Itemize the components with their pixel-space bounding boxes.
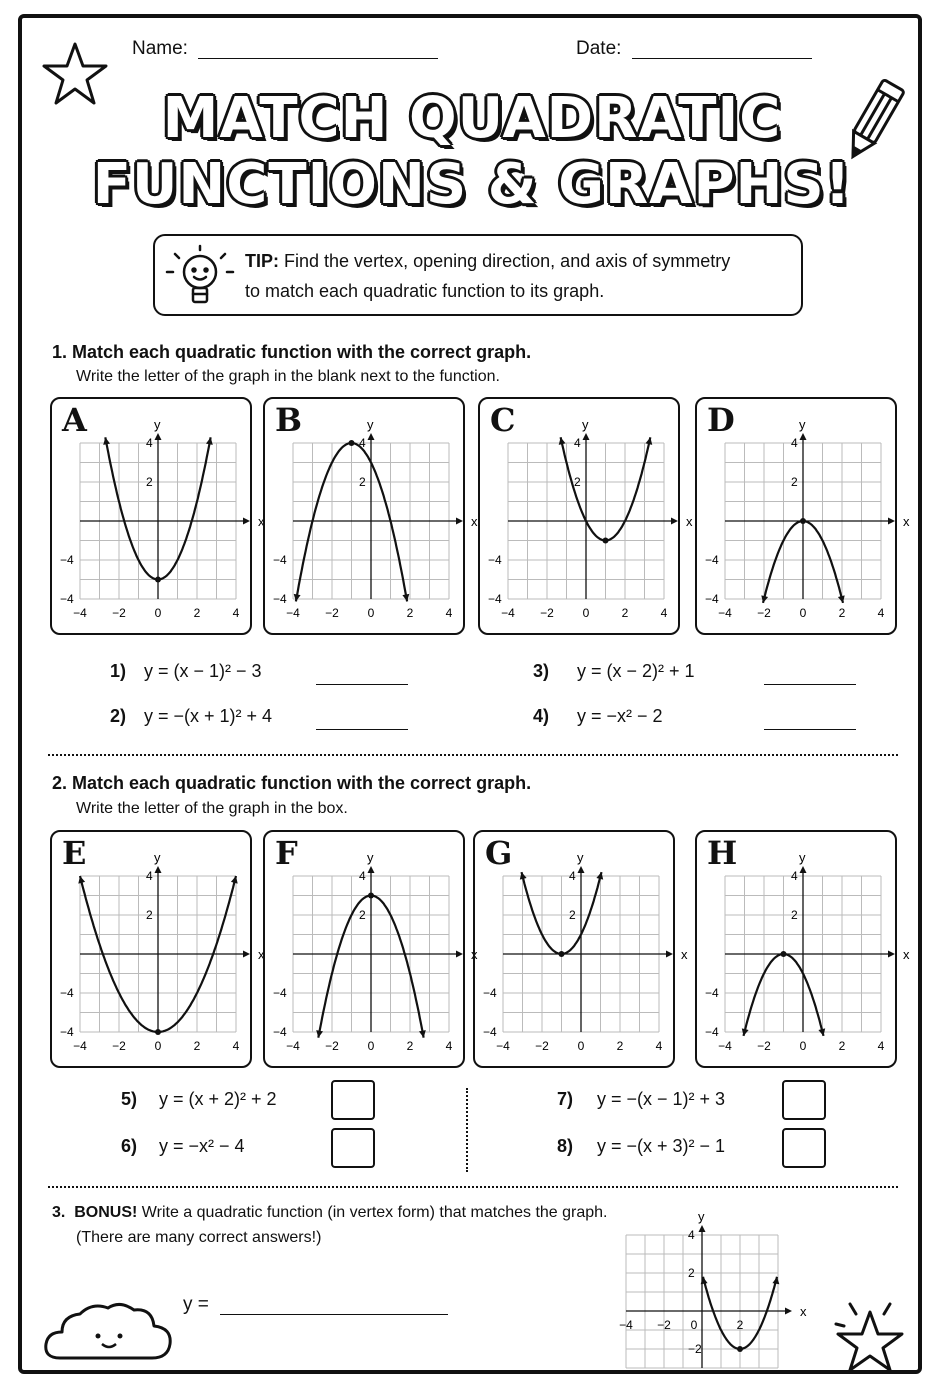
x-tick-label: −2 — [757, 606, 771, 620]
bonus-subtext: (There are many correct answers!) — [76, 1229, 322, 1246]
x-tick-label: 4 — [232, 606, 240, 620]
y-tick-label: −4 — [705, 986, 719, 1000]
x-tick-label: 2 — [406, 606, 414, 620]
y-axis-label: y — [154, 850, 161, 865]
x-axis-label: x — [800, 1304, 807, 1319]
vertex-point — [155, 1029, 161, 1035]
y-axis-arrow — [800, 866, 807, 873]
date-label: Date: — [576, 38, 622, 59]
answer-blank-3[interactable] — [764, 684, 856, 685]
column-divider — [466, 1088, 468, 1172]
x-tick-label: 2 — [616, 1039, 624, 1053]
x-tick-label: 2 — [621, 606, 629, 620]
y-tick-label: 2 — [791, 908, 798, 922]
graph-letter: G — [485, 834, 513, 872]
graph-h — [695, 830, 910, 1068]
x-axis-label: x — [471, 947, 478, 962]
x-tick-label: 0 — [154, 606, 162, 620]
x-tick-label: 2 — [736, 1318, 744, 1332]
y-tick-label: 2 — [359, 908, 366, 922]
graph-letter: C — [490, 401, 516, 439]
x-tick-label: −4 — [718, 606, 732, 620]
answer-blank-2[interactable] — [316, 729, 408, 730]
date-field[interactable] — [632, 58, 812, 59]
x-axis-arrow — [243, 951, 250, 958]
tip-line-1: Find the vertex, opening direction, and axis of symmetry — [284, 251, 731, 271]
y-tick-label: 2 — [146, 908, 153, 922]
y-tick-label: −4 — [60, 553, 74, 567]
x-tick-label: −2 — [535, 1039, 549, 1053]
tip-line-2: to match each quadratic function to its graph. — [245, 281, 605, 301]
vertex-point — [737, 1346, 743, 1352]
star-icon-bottom — [828, 1296, 912, 1376]
graph-letter: B — [275, 401, 303, 439]
y-tick-label: −4 — [705, 1025, 719, 1039]
y-tick-label: 2 — [574, 475, 581, 489]
graph-letter: D — [707, 401, 735, 439]
x-axis-arrow — [888, 951, 895, 958]
y-axis-label: y — [367, 417, 374, 432]
y-tick-label: 4 — [569, 869, 576, 883]
x-tick-label: −2 — [112, 606, 126, 620]
answer-label: y = — [183, 1294, 209, 1315]
y-axis-label: y — [582, 417, 589, 432]
x-axis-label: x — [686, 514, 693, 529]
cloud-icon — [40, 1298, 180, 1370]
vertex-point — [559, 951, 565, 957]
y-tick-label: 2 — [791, 475, 798, 489]
section-1-title: 1. Match each quadratic function with the correct graph. — [52, 342, 532, 362]
page-border — [18, 14, 922, 1374]
y-axis-label: y — [799, 850, 806, 865]
y-tick-label: −4 — [273, 592, 287, 606]
x-tick-label: 4 — [445, 1039, 453, 1053]
bonus-answer-field[interactable] — [220, 1314, 448, 1315]
answer-blank-1[interactable] — [316, 684, 408, 685]
y-axis-arrow — [583, 433, 590, 440]
x-tick-label: 4 — [445, 606, 453, 620]
y-tick-label: −4 — [488, 592, 502, 606]
x-tick-label: 0 — [367, 1039, 375, 1053]
y-axis-label: y — [154, 417, 161, 432]
y-tick-label: 4 — [146, 869, 153, 883]
x-tick-label: −2 — [757, 1039, 771, 1053]
x-tick-label: −2 — [540, 606, 554, 620]
section-2-title: 2. Match each quadratic function with the correct graph. — [52, 773, 532, 793]
y-tick-label: −4 — [488, 553, 502, 567]
graph-c — [478, 397, 693, 635]
x-axis-arrow — [456, 518, 463, 525]
y-tick-label: −4 — [273, 553, 287, 567]
x-axis-arrow — [785, 1308, 792, 1315]
x-tick-label: 4 — [655, 1039, 663, 1053]
x-axis-label: x — [471, 514, 478, 529]
x-tick-label: 4 — [877, 606, 885, 620]
y-tick-label: −4 — [60, 592, 74, 606]
x-tick-label: −2 — [112, 1039, 126, 1053]
equation-4: 4) y = −x² − 2 — [533, 706, 663, 726]
curve-arrow — [645, 437, 652, 445]
vertex-point — [603, 538, 609, 544]
graph-letter: F — [275, 834, 298, 872]
x-tick-label: 0 — [582, 606, 590, 620]
graph-a — [50, 397, 265, 635]
x-tick-label: −2 — [657, 1318, 671, 1332]
y-axis-arrow — [368, 433, 375, 440]
x-axis-label: x — [903, 514, 910, 529]
x-axis-arrow — [671, 518, 678, 525]
x-tick-label: 0 — [799, 1039, 807, 1053]
x-tick-label: 2 — [193, 1039, 201, 1053]
y-axis-label: y — [698, 1209, 705, 1224]
x-tick-label: −4 — [718, 1039, 732, 1053]
y-axis-arrow — [800, 433, 807, 440]
x-axis-label: x — [681, 947, 688, 962]
equation-8: 8) y = −(x + 3)² − 1 — [557, 1136, 726, 1156]
equation-7: 7) y = −(x − 1)² + 3 — [557, 1089, 726, 1109]
x-tick-label: −4 — [286, 606, 300, 620]
vertex-point — [800, 518, 806, 524]
x-axis-arrow — [888, 518, 895, 525]
vertex-point — [781, 951, 787, 957]
x-tick-label: −4 — [73, 1039, 87, 1053]
bonus-graph — [600, 1205, 820, 1375]
section-divider — [48, 754, 898, 756]
y-tick-label: 4 — [359, 436, 366, 450]
equation-6: 6) y = −x² − 4 — [121, 1136, 245, 1156]
graph-f — [263, 830, 478, 1068]
answer-box-8[interactable] — [782, 1128, 826, 1168]
title-line-1: MATCH QUADRATIC — [162, 86, 782, 151]
x-tick-label: 0 — [367, 606, 375, 620]
y-axis-arrow — [699, 1225, 706, 1232]
y-tick-label: 4 — [574, 436, 581, 450]
x-tick-label: −2 — [325, 606, 339, 620]
y-axis-arrow — [368, 866, 375, 873]
tip-label: TIP: — [245, 251, 279, 271]
y-tick-label: 4 — [146, 436, 153, 450]
tip-box — [153, 234, 803, 316]
y-tick-label: 2 — [688, 1266, 695, 1280]
y-tick-label: 2 — [569, 908, 576, 922]
answer-box-6[interactable] — [331, 1128, 375, 1168]
x-tick-label: 2 — [838, 1039, 846, 1053]
y-tick-label: −4 — [273, 1025, 287, 1039]
x-tick-label: 0 — [690, 1318, 698, 1332]
y-tick-label: −4 — [705, 592, 719, 606]
graph-g — [473, 830, 688, 1068]
x-tick-label: 0 — [154, 1039, 162, 1053]
y-tick-label: −4 — [60, 1025, 74, 1039]
x-tick-label: −4 — [286, 1039, 300, 1053]
graph-letter: H — [707, 834, 738, 872]
y-tick-label: 4 — [791, 436, 798, 450]
equation-1: 1) y = (x − 1)² − 3 — [110, 661, 262, 681]
y-tick-label: −2 — [688, 1342, 702, 1356]
equation-2: 2) y = −(x + 1)² + 4 — [110, 706, 273, 726]
y-tick-label: −4 — [273, 986, 287, 1000]
lightbulb-icon — [161, 242, 239, 314]
x-tick-label: 4 — [877, 1039, 885, 1053]
graph-letter: E — [62, 834, 87, 872]
y-axis-arrow — [578, 866, 585, 873]
answer-box-5[interactable] — [331, 1080, 375, 1120]
section-1-subtitle: Write the letter of the graph in the blank next to the function. — [76, 368, 500, 385]
y-tick-label: 4 — [688, 1228, 695, 1242]
x-tick-label: 0 — [577, 1039, 585, 1053]
graph-b — [263, 397, 478, 635]
bonus-label: BONUS! — [74, 1204, 138, 1221]
x-axis-label: x — [903, 947, 910, 962]
answer-box-7[interactable] — [782, 1080, 826, 1120]
graph-d — [695, 397, 910, 635]
section-2-subtitle: Write the letter of the graph in the box. — [76, 800, 348, 817]
equation-3: 3) y = (x − 2)² + 1 — [533, 661, 695, 681]
section-divider-2 — [48, 1186, 898, 1188]
title-line-2: FUNCTIONS & GRAPHS! — [92, 152, 852, 217]
x-tick-label: −4 — [73, 606, 87, 620]
x-axis-arrow — [666, 951, 673, 958]
x-axis-arrow — [243, 518, 250, 525]
y-tick-label: −4 — [483, 986, 497, 1000]
y-tick-label: −4 — [705, 553, 719, 567]
y-axis-label: y — [577, 850, 584, 865]
y-axis-arrow — [155, 433, 162, 440]
answer-blank-4[interactable] — [764, 729, 856, 730]
vertex-point — [349, 440, 355, 446]
x-axis-label: x — [258, 514, 265, 529]
x-axis-arrow — [456, 951, 463, 958]
x-tick-label: 2 — [838, 606, 846, 620]
y-tick-label: −4 — [483, 1025, 497, 1039]
name-field[interactable] — [198, 58, 438, 59]
bonus-text: 3. BONUS! Write a quadratic function (in vertex form) that matches the graph. — [52, 1204, 608, 1221]
graph-e — [50, 830, 265, 1068]
y-tick-label: 2 — [359, 475, 366, 489]
y-axis-label: y — [367, 850, 374, 865]
name-label: Name: — [132, 38, 188, 59]
equation-5: 5) y = (x + 2)² + 2 — [121, 1089, 277, 1109]
graph-letter: A — [62, 401, 87, 439]
y-axis-arrow — [155, 866, 162, 873]
x-tick-label: −4 — [619, 1318, 633, 1332]
y-axis-label: y — [799, 417, 806, 432]
x-tick-label: 0 — [799, 606, 807, 620]
vertex-point — [368, 893, 374, 899]
vertex-point — [155, 577, 161, 583]
x-tick-label: 2 — [193, 606, 201, 620]
x-tick-label: −2 — [325, 1039, 339, 1053]
x-axis-label: x — [258, 947, 265, 962]
x-tick-label: 2 — [406, 1039, 414, 1053]
x-tick-label: 4 — [232, 1039, 240, 1053]
y-tick-label: 4 — [791, 869, 798, 883]
x-tick-label: 4 — [660, 606, 668, 620]
y-tick-label: 2 — [146, 475, 153, 489]
y-tick-label: −4 — [60, 986, 74, 1000]
y-tick-label: 4 — [359, 869, 366, 883]
x-tick-label: −4 — [501, 606, 515, 620]
x-tick-label: −4 — [496, 1039, 510, 1053]
